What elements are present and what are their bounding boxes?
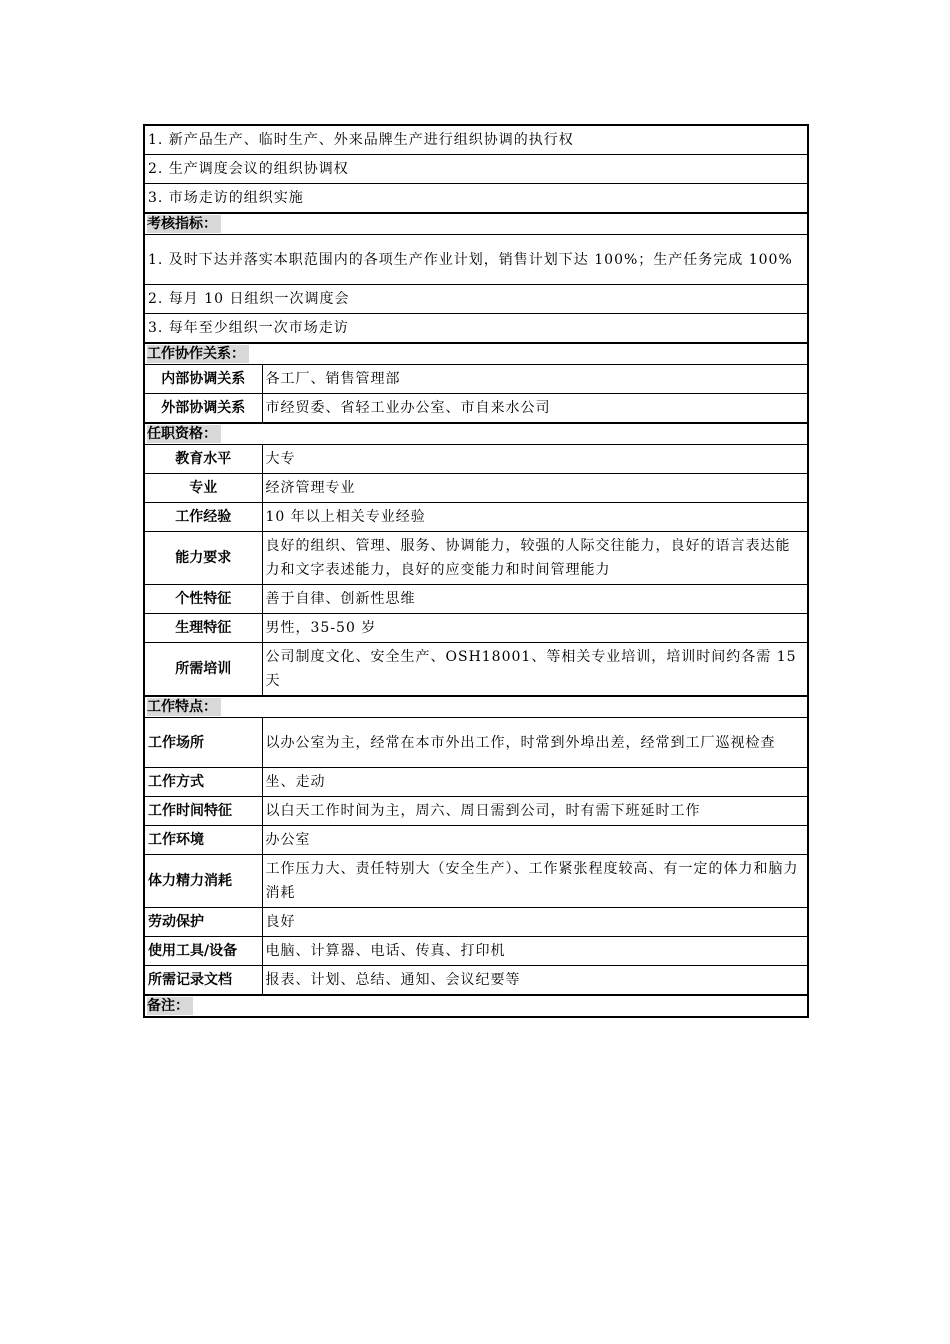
section-header-row [144, 423, 808, 445]
kpi-row [144, 285, 808, 314]
external-relation-label: 外部协调关系 [144, 394, 262, 424]
qualification-value: 良好的组织、管理、服务、协调能力，较强的人际交往能力，良好的语言表达能力和文字表述能力，良好的应变能力和时间管理能力 [262, 532, 808, 585]
section-header-row [144, 995, 808, 1017]
authority-row [144, 125, 808, 155]
kpi-item: 1. 及时下达并落实本职范围内的各项生产作业计划，销售计划下达 100%；生产任务完成 100% [144, 235, 808, 285]
work-feature-label: 工作方式 [144, 768, 262, 797]
work-feature-row [144, 937, 808, 966]
external-relation-value: 市经贸委、省轻工业办公室、市自来水公司 [262, 394, 808, 424]
kpi-row [144, 235, 808, 285]
work-feature-value: 报表、计划、总结、通知、会议纪要等 [262, 966, 808, 996]
relation-row [144, 365, 808, 394]
work-feature-row [144, 855, 808, 908]
remarks-section-title: 备注： [147, 997, 193, 1015]
work-feature-label: 劳动保护 [144, 908, 262, 937]
kpi-section-title: 考核指标： [147, 215, 221, 233]
section-header-row [144, 696, 808, 718]
work-feature-row [144, 797, 808, 826]
authority-item: 3. 市场走访的组织实施 [144, 184, 808, 214]
qualification-label: 所需培训 [144, 643, 262, 697]
qualification-label: 专业 [144, 474, 262, 503]
work-feature-row [144, 908, 808, 937]
qualification-value: 男性，35-50 岁 [262, 614, 808, 643]
work-feature-label: 工作时间特征 [144, 797, 262, 826]
authority-row [144, 155, 808, 184]
kpi-item: 3. 每年至少组织一次市场走访 [144, 314, 808, 344]
qualification-row [144, 585, 808, 614]
qualification-row [144, 474, 808, 503]
qualification-label: 能力要求 [144, 532, 262, 585]
work-feature-row [144, 826, 808, 855]
work-feature-value: 以白天工作时间为主，周六、周日需到公司，时有需下班延时工作 [262, 797, 808, 826]
work-feature-value: 以办公室为主，经常在本市外出工作，时常到外埠出差，经常到工厂巡视检查 [262, 718, 808, 768]
qualification-row [144, 614, 808, 643]
internal-relation-label: 内部协调关系 [144, 365, 262, 394]
work-feature-row [144, 768, 808, 797]
work-feature-value: 电脑、计算器、电话、传真、打印机 [262, 937, 808, 966]
authority-row [144, 184, 808, 214]
work-feature-value: 办公室 [262, 826, 808, 855]
work-feature-value: 坐、走动 [262, 768, 808, 797]
qualification-row [144, 532, 808, 585]
work-feature-row [144, 966, 808, 996]
work-feature-label: 所需记录文档 [144, 966, 262, 996]
authority-item: 2. 生产调度会议的组织协调权 [144, 155, 808, 184]
work-feature-label: 工作场所 [144, 718, 262, 768]
job-description-table [143, 124, 809, 1018]
qualification-value: 大专 [262, 445, 808, 474]
work-feature-row [144, 718, 808, 768]
qualification-row [144, 445, 808, 474]
qualification-value: 10 年以上相关专业经验 [262, 503, 808, 532]
relations-section-title: 工作协作关系： [147, 345, 249, 363]
kpi-item: 2. 每月 10 日组织一次调度会 [144, 285, 808, 314]
qualification-row [144, 643, 808, 697]
section-header-row [144, 343, 808, 365]
qualifications-section-title: 任职资格： [147, 425, 221, 443]
qualification-value: 公司制度文化、安全生产、OSH18001、等相关专业培训，培训时间约各需 15 天 [262, 643, 808, 697]
qualification-label: 生理特征 [144, 614, 262, 643]
qualification-value: 经济管理专业 [262, 474, 808, 503]
qualification-value: 善于自律、创新性思维 [262, 585, 808, 614]
work-feature-value: 良好 [262, 908, 808, 937]
work-feature-label: 使用工具/设备 [144, 937, 262, 966]
work-feature-label: 体力精力消耗 [144, 855, 262, 908]
work-features-section-title: 工作特点： [147, 698, 221, 716]
qualification-row [144, 503, 808, 532]
qualification-label: 个性特征 [144, 585, 262, 614]
authority-item: 1. 新产品生产、临时生产、外来品牌生产进行组织协调的执行权 [144, 125, 808, 155]
work-feature-label: 工作环境 [144, 826, 262, 855]
qualification-label: 工作经验 [144, 503, 262, 532]
section-header-row [144, 213, 808, 235]
kpi-row [144, 314, 808, 344]
qualification-label: 教育水平 [144, 445, 262, 474]
internal-relation-value: 各工厂、销售管理部 [262, 365, 808, 394]
relation-row [144, 394, 808, 424]
work-feature-value: 工作压力大、责任特别大（安全生产）、工作紧张程度较高、有一定的体力和脑力消耗 [262, 855, 808, 908]
